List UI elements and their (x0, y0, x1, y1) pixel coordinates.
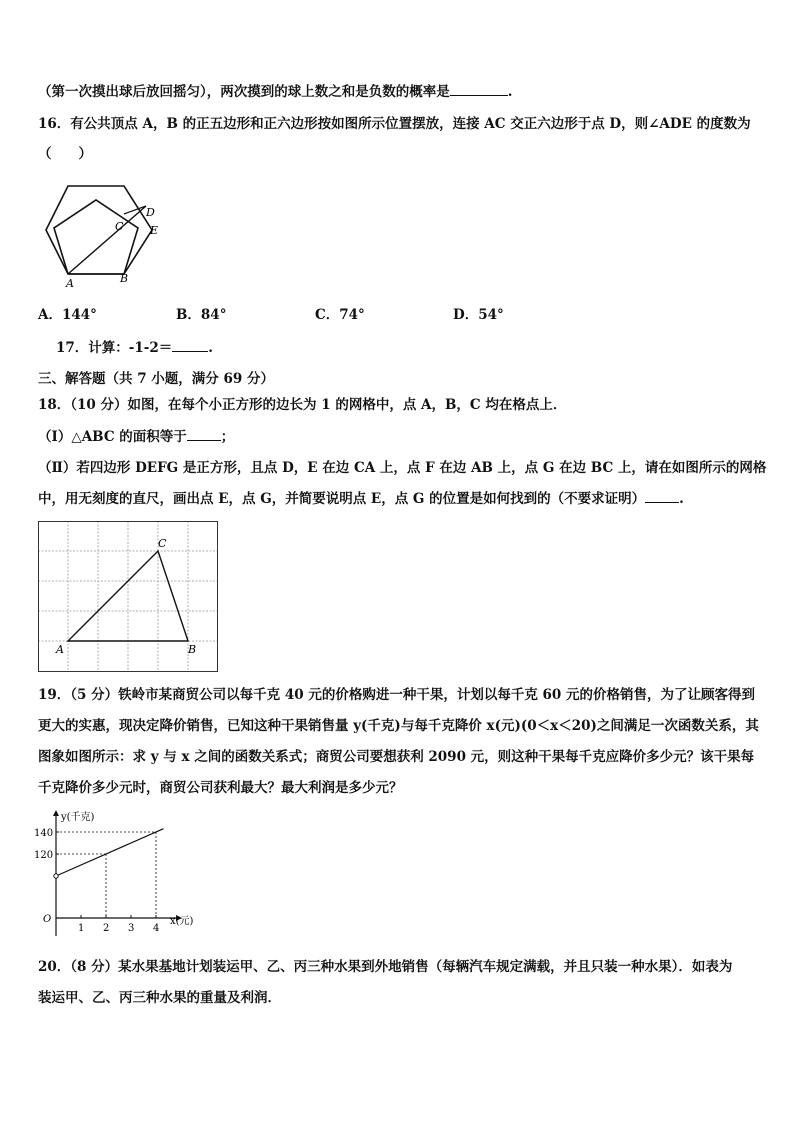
q19-chart (30, 808, 200, 940)
answer-blank[interactable] (172, 339, 208, 352)
label-d: D (146, 206, 155, 219)
q16-option-c[interactable]: C．74° (315, 307, 365, 323)
q16-option-b[interactable]: B．84° (176, 307, 227, 323)
x-tick-label: 3 (128, 923, 135, 934)
label-e: E (150, 224, 159, 237)
x-tick-label: 1 (78, 923, 85, 934)
y-tick-label: 120 (34, 850, 54, 861)
punct: . (679, 491, 684, 507)
q19-text-line2: 更大的实惠，现决定降价销售，已知这种干果销售量 y(千克)与每千克降价 x(元)(0＜x＜20)之间满足一次函数关系，其 (38, 718, 759, 734)
label-a: A (66, 277, 74, 290)
q16-text-line1: 16．有公共顶点 A，B 的正五边形和正六边形按如图所示位置摆放，连接 AC 交正六边形于点 D，则∠ADE 的度数为 (38, 116, 751, 132)
pentagon (54, 200, 138, 274)
question-continuation (38, 83, 512, 101)
x-axis-label: x(元) (170, 916, 194, 927)
origin-label: O (43, 914, 52, 925)
answer-blank[interactable] (187, 428, 221, 441)
hexagon (46, 186, 152, 274)
q20-text-line2: 装运甲、乙、丙三种水果的重量及利润． (38, 990, 281, 1006)
punct: . (507, 84, 513, 100)
q17-prefix: 17．计算： (56, 340, 129, 356)
y-axis-arrow (53, 810, 59, 816)
q19-text-line3: 图象如图所示：求 y 与 x 之间的函数关系式；商贸公司要想获利 2090 元，则这种干果每千克应降价多少元？该干果每 (38, 749, 755, 765)
q17-expression: -1-2＝ (128, 340, 173, 356)
q16-text-line2: （ ） (38, 146, 92, 162)
y-axis-label: y(千克) (61, 812, 95, 823)
x-tick-label: 2 (103, 923, 110, 934)
q16-option-d[interactable]: D．54° (453, 307, 504, 323)
q18-part1-text: （Ⅰ）△ABC 的面积等于 (38, 429, 187, 445)
q16-option-a[interactable]: A．144° (38, 307, 97, 323)
q19-text-line4: 千克降价多少元时，商贸公司获利最大？最大利润是多少元？ (38, 780, 403, 796)
section-heading: 三、解答题（共 7 小题，满分 69 分） (38, 371, 274, 387)
q16-figure (42, 178, 172, 290)
open-endpoint (54, 874, 58, 878)
punct: . (208, 340, 213, 356)
q18-part2-line2 (38, 490, 684, 508)
label-b: B (188, 643, 197, 656)
punct: ； (220, 429, 235, 445)
answer-blank[interactable] (450, 83, 508, 96)
q18-part1 (38, 428, 234, 446)
q18-part2-line1: （Ⅱ）若四边形 DEFG 是正方形，且点 D，E 在边 CA 上，点 F 在边 AB 上，点 G 在边 BC 上，请在如图所示的网格 (38, 460, 767, 476)
y-tick-label: 140 (34, 828, 54, 839)
q18-text-line1: 18．（10 分）如图，在每个小正方形的边长为 1 的网格中，点 A，B，C 均在格点上． (38, 397, 567, 413)
label-c: C (158, 537, 167, 550)
label-b: B (120, 272, 129, 285)
question-text: （第一次摸出球后放回摇匀），两次摸到的球上数之和是负数的概率是 (38, 84, 450, 100)
q19-text-line1: 19．（5 分）铁岭市某商贸公司以每千克 40 元的价格购进一种干果，计划以每千克 60 元的价格销售，为了让顾客得到 (38, 687, 756, 703)
label-a: A (56, 643, 64, 656)
series-line (56, 829, 164, 876)
segment-ad (124, 206, 146, 214)
q18-part2-text: 中，用无刻度的直尺，画出点 E，点 G，并简要说明点 E，点 G 的位置是如何找到的（不要求证明） (38, 491, 646, 507)
answer-blank[interactable] (645, 490, 679, 503)
q20-text-line1: 20．（8 分）某水果基地计划装运甲、乙、丙三种水果到外地销售（每辆汽车规定满载，并且只装一种水果）．如表为 (38, 959, 733, 975)
label-c: C (115, 220, 124, 233)
q17-line (56, 339, 213, 357)
x-tick-label: 4 (153, 923, 160, 934)
q18-grid-figure (38, 521, 220, 673)
